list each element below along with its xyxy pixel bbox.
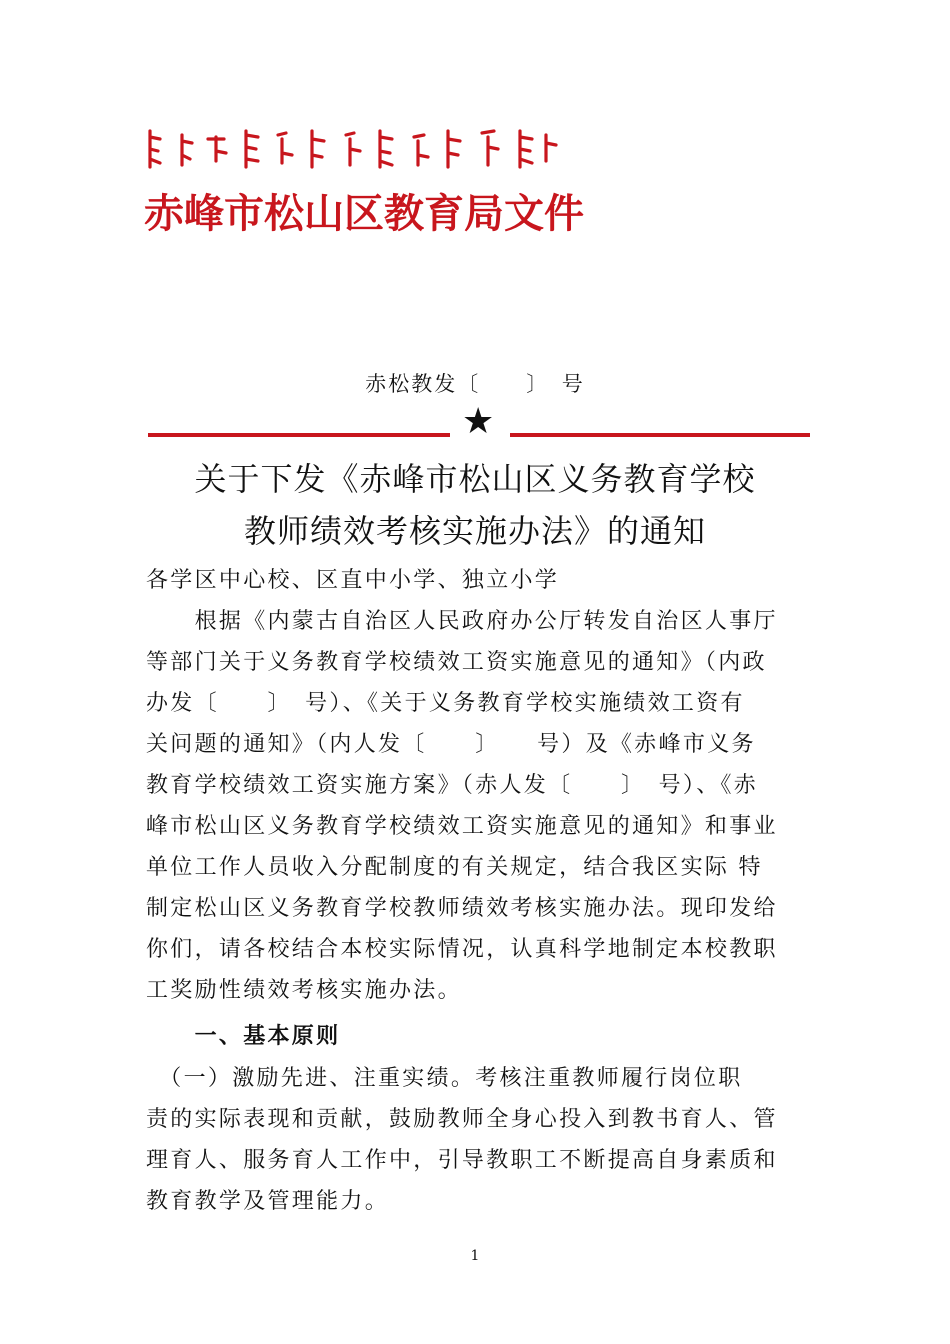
- star-icon: ★: [462, 401, 495, 442]
- body-line: 单位工作人员收入分配制度的有关规定，结合我区实际 特: [146, 855, 763, 880]
- body-line: 办发〔 〕 号）、《关于义务教育学校实施绩效工资有: [146, 691, 745, 716]
- body-line: 你们，请各校结合本校实际情况，认真科学地制定本校教职: [146, 937, 778, 962]
- section-heading-basic-principles: 一、基本原则: [146, 1024, 341, 1049]
- body-line: 责的实际表现和贡献，鼓励教师全身心投入到教书育人、管: [146, 1107, 778, 1132]
- body-line: 工奖励性绩效考核实施办法。: [146, 978, 462, 1003]
- body-line: 根据《内蒙古自治区人民政府办公厅转发自治区人事厅: [146, 609, 778, 634]
- agency-title: 赤峰市松山区教育局文件: [144, 190, 584, 237]
- mongolian-script-glyphs: [142, 125, 562, 175]
- page-number: 1: [470, 1248, 480, 1264]
- notice-title-line-2: 教师绩效考核实施办法》的通知: [243, 512, 706, 550]
- mongolian-script-header: [142, 125, 562, 175]
- addressee-line: 各学区中心校、区直中小学、独立小学: [146, 568, 560, 593]
- notice-title-line-1: 关于下发《赤峰市松山区义务教育学校: [194, 460, 756, 498]
- body-line: （一）激励先进、注重实绩。考核注重教师履行岗位职: [146, 1066, 743, 1091]
- body-line: 教育教学及管理能力。: [146, 1189, 390, 1214]
- red-rule-right: [510, 433, 810, 437]
- body-line: 等部门关于义务教育学校绩效工资实施意见的通知》（内政: [146, 650, 767, 675]
- body-line: 关问题的通知》（内人发〔 〕 号）及《赤峰市义务: [146, 732, 756, 757]
- red-rule-left: [148, 433, 450, 437]
- body-line: 制定松山区义务教育学校教师绩效考核实施办法。现印发给: [146, 896, 778, 921]
- body-line: 理育人、服务育人工作中，引导教职工不断提高自身素质和: [146, 1148, 778, 1173]
- body-line: 教育学校绩效工资实施方案》（赤人发〔 〕 号）、《赤: [146, 773, 759, 798]
- document-number: 赤松教发〔 〕 号: [365, 372, 585, 396]
- body-line: 峰市松山区义务教育学校绩效工资实施意见的通知》和事业: [146, 814, 778, 839]
